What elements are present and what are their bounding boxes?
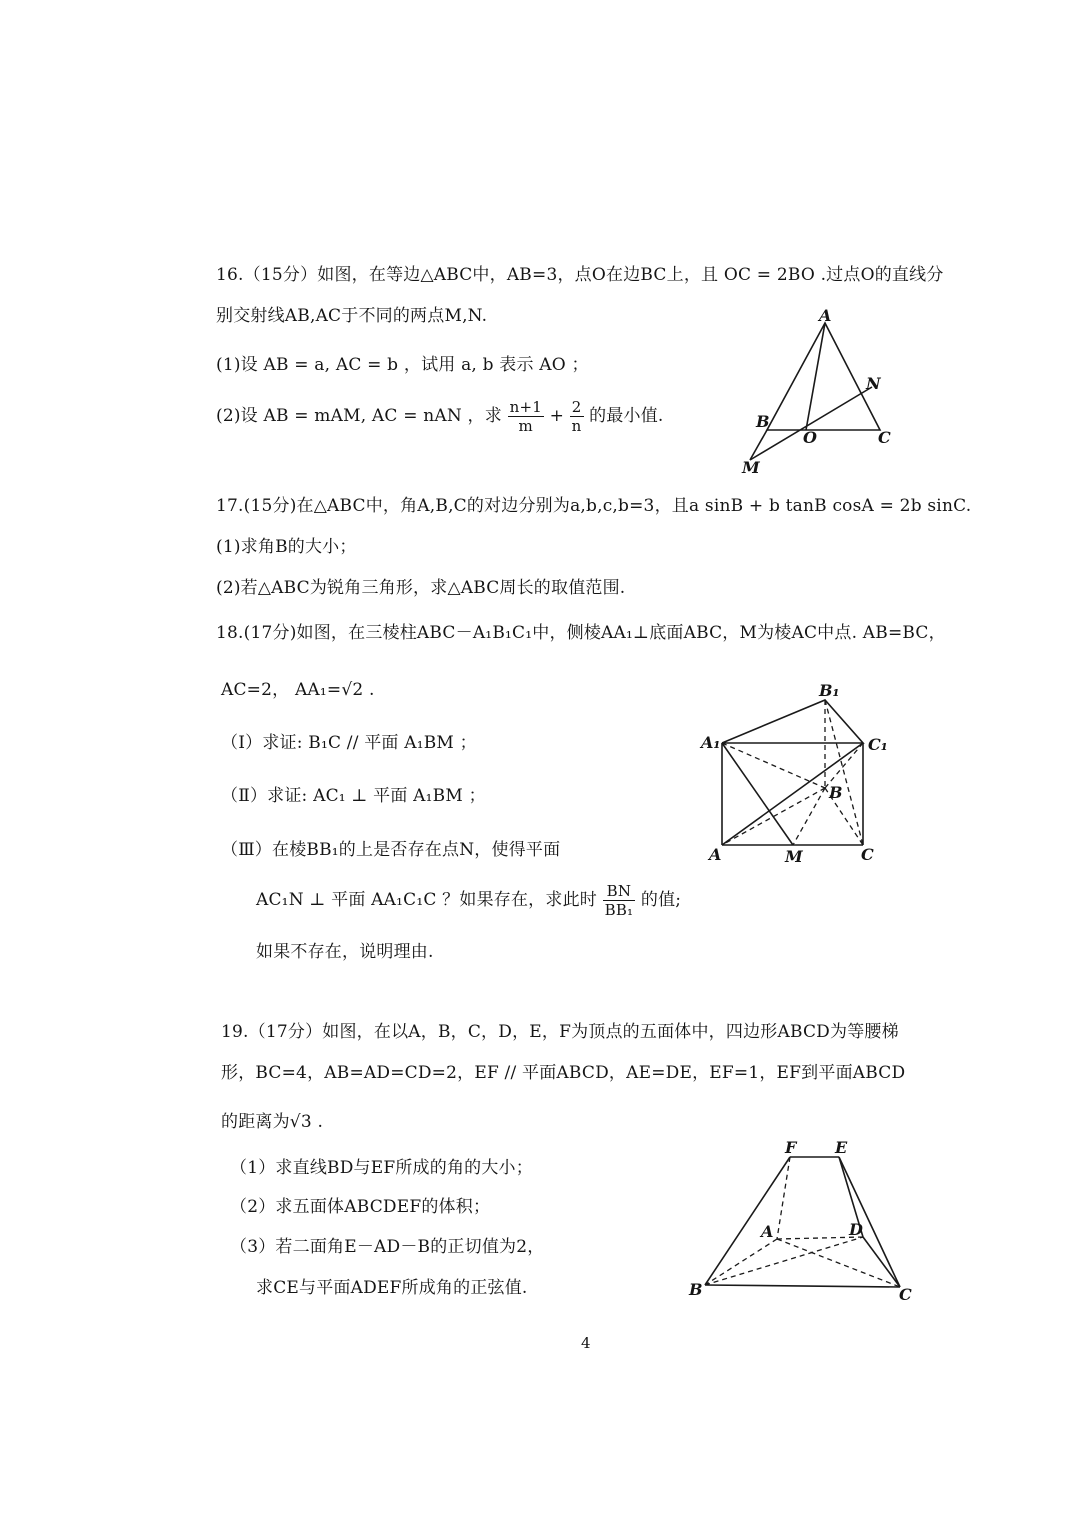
q18-label-c1: C₁ — [868, 735, 888, 754]
q16-frac1: $\frac{n+1}{m}$ — [509, 398, 542, 435]
q16-line1: 16.（15分）如图，在等边△ABC中，AB=3，点O在边BC上，且 OC = 2BO .过点O的直线分 — [216, 265, 944, 285]
q19-part3b: 求CE与平面ADEF所成角的正弦值. — [256, 1278, 528, 1298]
q18-frac-bn-bb1: $\frac{BN}{\text{BB₁}}$ — [604, 882, 634, 919]
q16-part1: (1)设 AB = a, AC = b ，试用 a, b 表示 AO ； — [216, 355, 589, 375]
q16-label-o: O — [803, 428, 817, 447]
q19-diagonal-bd — [705, 1237, 863, 1285]
q18-label-a: A — [709, 845, 722, 864]
q17-part1: (1)求角B的大小； — [216, 537, 357, 557]
q19-line2: 形，BC=4，AB=AD=CD=2，EF // 平面ABCD，AE=DE，EF=1，EF到平面ABCD — [221, 1063, 906, 1083]
q18-label-a1: A₁ — [701, 733, 721, 752]
q16-label-m: M — [742, 458, 760, 477]
q16-label-b: B — [756, 412, 770, 431]
q19-pentahedron-figure — [685, 1135, 920, 1310]
q18-label-c: C — [861, 845, 874, 864]
q18-prism-figure — [695, 680, 905, 870]
q19-label-d: D — [849, 1220, 863, 1239]
q18-part1: （Ⅰ）求证: B₁C // 平面 A₁BM ； — [221, 733, 477, 753]
q18-line1: 18.(17分)如图，在三棱柱ABC－A₁B₁C₁中，侧棱AA₁⊥底面ABC，M为棱AC中点. AB=BC， — [216, 623, 946, 643]
q16-label-c: C — [878, 428, 891, 447]
q18-part3b-post: 的值; — [640, 890, 682, 910]
q16-triangle-figure — [730, 305, 910, 485]
q16-part2-pre: (2)设 AB = mAM, AC = nAN ，求 — [216, 406, 502, 426]
q16-label-n: N — [866, 374, 881, 393]
q18-label-b: B — [829, 783, 843, 802]
q18-label-m: M — [785, 847, 803, 866]
q16-plus: + — [549, 406, 565, 426]
q19-line1: 19.（17分）如图，在以A，B，C，D，E，F为顶点的五面体中，四边形ABCD为等腰梯 — [221, 1022, 899, 1042]
q16-line2: 别交射线AB,AC于不同的两点M,N. — [216, 306, 488, 326]
q16-frac2: $\frac{2}{n}$ — [571, 398, 582, 435]
q16-part2 — [216, 398, 664, 435]
q18-segment-ab — [722, 788, 825, 845]
q19-line3: 的距离为√3 . — [221, 1112, 324, 1132]
q19-edge-fa — [777, 1157, 790, 1239]
q16-triangle-abc — [767, 323, 880, 430]
q18-part3c: 如果不存在，说明理由. — [256, 942, 434, 962]
q19-edge-bc — [705, 1285, 900, 1287]
q19-label-c: C — [899, 1285, 912, 1304]
q18-line2: AC=2， AA₁=√2 . — [221, 680, 375, 700]
q18-part2: （Ⅱ）求证: AC₁ ⊥ 平面 A₁BM ； — [221, 786, 486, 806]
q17-line1: 17.(15分)在△ABC中，角A,B,C的对边分别为a,b,c,b=3，且a sinB + b tanB cosA = 2b sinC. — [216, 496, 972, 516]
q18-part3a: （Ⅲ）在棱BB₁的上是否存在点N，使得平面 — [221, 840, 561, 860]
q19-edge-ab — [705, 1239, 777, 1285]
q18-part3b — [256, 882, 681, 919]
q19-part2: （2）求五面体ABCDEF的体积； — [230, 1197, 491, 1217]
q18-label-b1: B₁ — [819, 681, 840, 700]
q18-part3b-pre: AC₁N ⊥ 平面 AA₁C₁C ？如果存在，求此时 — [256, 890, 597, 910]
q18-top-face — [722, 700, 863, 743]
q19-part1: （1）求直线BD与EF所成的角的大小； — [230, 1158, 533, 1178]
q19-label-f: F — [785, 1138, 797, 1157]
q19-label-e: E — [835, 1138, 848, 1157]
q19-label-a: A — [761, 1222, 774, 1241]
q19-part3a: （3）若二面角E－AD－B的正切值为2， — [230, 1237, 545, 1257]
q16-label-a: A — [819, 306, 832, 325]
q19-label-b: B — [689, 1280, 703, 1299]
q16-part2-post: 的最小值. — [589, 406, 664, 426]
q17-part2: (2)若△ABC为锐角三角形，求△ABC周长的取值范围. — [216, 578, 626, 598]
q19-edge-fb — [705, 1157, 790, 1285]
page-number: 4 — [581, 1334, 591, 1352]
